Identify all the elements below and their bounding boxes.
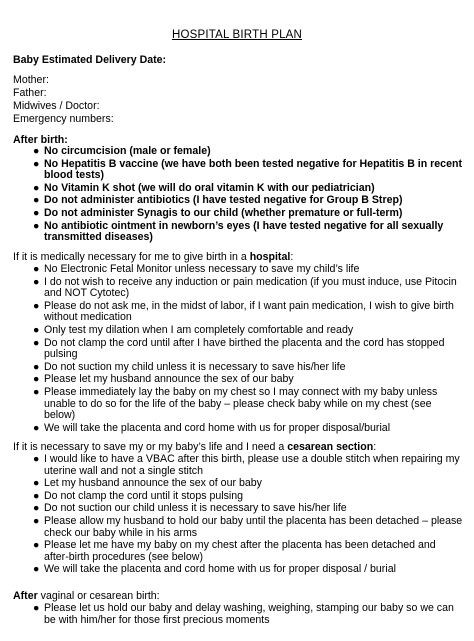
bullet-icon: ● xyxy=(33,145,40,157)
vaginal-heading: After vaginal or cesarean birth: xyxy=(13,590,160,602)
bullet-icon: ● xyxy=(33,299,40,312)
bullet-icon: ● xyxy=(33,336,40,349)
bullet-icon: ● xyxy=(33,421,40,434)
list-item: ● Please let us hold our baby and delay washing, weighing, stamping our baby so we can be with him/her for those first precious moments xyxy=(33,602,454,626)
bullet-icon: ● xyxy=(33,194,40,207)
bullet-icon: ● xyxy=(33,373,40,386)
list-item: ● No Electronic Fetal Monitor unless necessary to save my child’s life xyxy=(33,263,360,275)
bullet-icon: ● xyxy=(33,489,40,502)
bullet-icon: ● xyxy=(33,477,40,490)
list-item: ● Please let me have my baby on my chest after the placenta has been detached and after-birth procedures (see below) xyxy=(33,539,436,563)
bullet-icon: ● xyxy=(33,263,40,275)
list-item: ● No Vitamin K shot (we will do oral vitamin K with our pediatrician) xyxy=(33,181,375,194)
bullet-icon: ● xyxy=(33,563,40,576)
list-item: ● Do not clamp the cord until it stops pulsing xyxy=(33,489,244,502)
cesarean-heading: If it is necessary to save my or my baby’s life and I need a cesarean section: xyxy=(13,441,377,453)
list-item: ● Only test my dilation when I am completely comfortable and ready xyxy=(33,323,354,336)
list-item: ● Do not suction my child unless it is necessary to save his/her life xyxy=(33,360,346,373)
hospital-heading: If it is medically necessary for me to give birth in a hospital: xyxy=(13,251,294,263)
bullet-icon: ● xyxy=(33,157,40,170)
cesarean-list xyxy=(13,454,463,577)
list-item: ● I would like to have a VBAC after this birth, please use a double stitch when repairing my uterine wall and not a single stitch xyxy=(33,453,460,477)
list-item: ● Please allow my husband to hold our baby until the placenta has been detached – please check our baby while in his arms xyxy=(33,514,463,539)
list-item: ● I do not wish to receive any induction or pain medication (if you must induce, use Pitocin and NOT Cytotec) xyxy=(33,275,457,300)
vaginal-list xyxy=(13,603,463,627)
list-item: ● No circumcision (male or female) xyxy=(33,145,211,157)
contact-father: Father: xyxy=(13,87,47,99)
after-birth-list xyxy=(13,146,463,245)
bullet-icon: ● xyxy=(33,206,40,219)
bullet-icon: ● xyxy=(33,181,40,194)
list-item: ● Do not clamp the cord until after I have birthed the placenta and the cord has stopped pulsing xyxy=(33,336,445,361)
list-item: ● We will take the placenta and cord home with us for proper disposal / burial xyxy=(33,563,396,576)
contact-mother: Mother: xyxy=(13,74,49,86)
bullet-icon: ● xyxy=(33,219,40,232)
list-item: ● No antibiotic ointment in newborn’s eyes (I have tested negative for all sexually transmitted diseases) xyxy=(33,219,444,244)
list-item: ● Let my husband announce the sex of our baby xyxy=(33,477,262,490)
hospital-list xyxy=(13,264,463,435)
list-item: ● Do not administer antibiotics (I have tested negative for Group B Strep) xyxy=(33,194,403,207)
list-item: ● Please immediately lay the baby on my chest so I may connect with my baby unless unable to do so for the life of the baby – please check baby while on my chest (see below) xyxy=(33,385,438,422)
list-item: ● We will take the placenta and cord home with us for proper disposal/burial xyxy=(33,421,391,434)
after-birth-heading: After birth: xyxy=(13,134,68,146)
bullet-icon: ● xyxy=(33,539,40,552)
contact-midwives: Midwives / Doctor: xyxy=(13,100,100,112)
bullet-icon: ● xyxy=(33,360,40,373)
document-title: HOSPITAL BIRTH PLAN xyxy=(171,29,303,41)
bullet-icon: ● xyxy=(33,323,40,336)
contact-emergency: Emergency numbers: xyxy=(13,113,114,125)
bullet-icon: ● xyxy=(33,453,40,465)
list-item: ● Please let my husband announce the sex of our baby xyxy=(33,373,294,386)
list-item: ● No Hepatitis B vaccine (we have both been tested negative for Hepatitis B in recent blood tests) xyxy=(33,157,462,182)
bullet-icon: ● xyxy=(33,514,40,527)
list-item: ● Do not administer Synagis to our child (whether premature or full-term) xyxy=(33,206,403,219)
list-item: ● Please do not ask me, in the midst of labor, if I want pain medication, I wish to give birth without medication xyxy=(33,299,454,324)
bullet-icon: ● xyxy=(33,275,40,288)
delivery-date-label: Baby Estimated Delivery Date: xyxy=(13,54,167,66)
bullet-icon: ● xyxy=(33,385,40,398)
bullet-icon: ● xyxy=(33,602,40,614)
list-item: ● Do not suction our child unless it is necessary to save his/her life xyxy=(33,502,347,515)
bullet-icon: ● xyxy=(33,502,40,515)
